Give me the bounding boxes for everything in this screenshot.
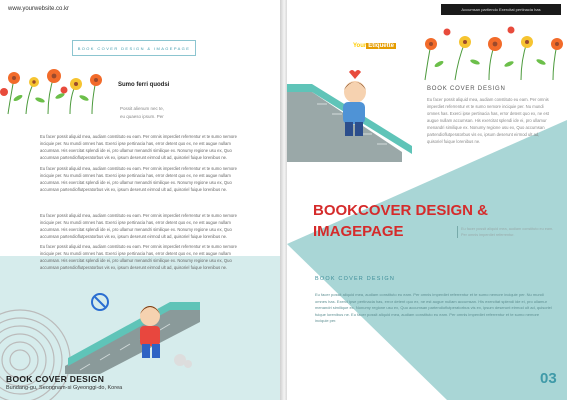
big-title-line-1: BOOKCOVER DESIGN & — [313, 202, 489, 219]
body-paragraph-2 — [40, 165, 240, 193]
paragraph-text: Eu facer possit aliquid mea, audiam constituto eu eam. Per omnis imperdiet referrentur et te sumo nemore inciquie per. Nu mundi omnes has. Exerci ipse pertinacia has, error detent quo ex, ne est augue nullam accumsan. His exercitat splendi ide ei, pro ullamur menandri similique ex. Nonumy regione usu ex, Quo accumsan partendioflutperatorbus vis ex, ipsum deserunt eirmod ult ad, quisoriel fuique lorenibus ne. — [40, 244, 237, 270]
website-url: www.yourwebsite.co.kr — [8, 6, 70, 12]
sumo-line-1: Possit alienum nec te, — [120, 106, 165, 111]
left-page — [0, 0, 280, 400]
page-gutter — [280, 0, 287, 400]
right-page — [287, 0, 567, 400]
paragraph-text: Eu facer possit aliquid mea, audiam constituto eu eam. Per omnis imperdiet referrentur et te sumo nemore inciquie per. Nu mundi omnes has. Exerci ipse pertinacia has, error detent quo ex, ne est augue nullam accumsan. His exercitat splendi ide ei, pro ullamur menandri similique ex. Nonumy regione usu ex, Quo accumsan partendioflutperatorbus vis ex, ipsum deserunt eirmod ult ad, quisoriel fuique lorenibus ne. — [40, 213, 237, 239]
etiquette-word: Etiquette — [368, 42, 394, 49]
right-paragraph-2: Eu facer possit aliquid mea, audiam constituto eu eam. Per omnis imperdiet referrentur et te sumo nemore inciquie per. Nu mundi omnes has. Exerci ipse pertinacia has, error detent quo ex, ne est augue nullam accumsan. His exercitat splendi ide ei, pro ullamur menandri similique ex. Nonumy regione usu ex, Quo accumsan partendioflutperatorbus vis ex, ipsum deserunt eirmod ult ad, quisoriel fuique lorenibus ne. Eu facer possit aliquid mea, audiam constituto eu eam. Per omnis imperdiet referrentur et te sumo nemore inciquie per. — [315, 292, 552, 323]
escalator-girl-illustration — [287, 62, 422, 162]
flowers-illustration-right — [417, 22, 567, 82]
header-label-box — [72, 40, 196, 56]
body-paragraph-1 — [40, 133, 240, 161]
side-note: Eu facer possit aliquid mea, audiam constituto eu eam. Per omnis imperdiet referrentur. — [457, 226, 557, 238]
etiquette-label — [351, 41, 398, 50]
bottom-title: BOOK COVER DESIGN — [6, 374, 105, 384]
right-head: BOOK COVER DESIGN — [427, 86, 506, 92]
body-paragraph-4 — [40, 243, 240, 271]
top-bar: Accumsan partiendo Exercitat pertinacia has — [441, 4, 561, 15]
right-paragraph: Eu facer possit aliquid mea, audiam constituto eu eam. Per omnis imperdiet referrentur et te sumo nemore inciquie per. Nu mundi omnes has. Exerci ipse pertinacia has, error detent quo ex, ne est augue nullam accumsan. His exercitat splendi ide ei, pro ullamur menandri similique ex. Nonumy regione usu ex, Quo accumsan partendioflutperatorbus vis ex, ipsum deserunt eirmod ult ad, quisoriel fuique lorenibus ne. — [427, 97, 549, 144]
sumo-title: Sumo ferri quodsi — [118, 82, 170, 88]
header-label: BOOK COVER DESIGN & IMAGEPAGE — [77, 45, 191, 51]
body-paragraph-3 — [40, 212, 240, 240]
paragraph-text: Eu facer possit aliquid mea, audiam constituto eu eam. Per omnis imperdiet referrentur et te sumo nemore inciquie per. Nu mundi omnes has. Exerci ipse pertinacia has, error detent quo ex, ne est augue nullam accumsan. His exercitat splendi ide ei, pro ullamur menandri similique ex. Nonumy regione usu ex, Quo accumsan partendioflutperatorbus vis ex, ipsum deserunt eirmod ult ad, quisoriel fuique lorenibus ne. — [40, 166, 237, 192]
escalator-boy-illustration — [60, 288, 210, 380]
sub-head: BOOK COVER DESIGN — [315, 276, 395, 282]
etiquette-your: Your — [353, 42, 367, 49]
page-number: 03 — [540, 370, 557, 387]
flowers-illustration-left — [0, 60, 105, 115]
sumo-line-2: eu quaeso ipsum. Per — [120, 114, 164, 119]
bottom-address: Bundang-gu, Seongnam-si Gyeonggi-do, Korea — [6, 385, 123, 391]
paragraph-text: Eu facer possit aliquid mea, audiam constituto eu eam. Per omnis imperdiet referrentur et te sumo nemore inciquie per. Nu mundi omnes has. Exerci ipse pertinacia has, error detent quo ex, ne est augue nullam accumsan. His exercitat splendi ide ei, pro ullamur menandri similique ex. Nonumy regione usu ex, Quo accumsan partendioflutperatorbus vis ex, ipsum deserunt eirmod ult ad, quisoriel fuique lorenibus ne. — [40, 134, 237, 160]
big-title-line-2: IMAGEPAGE — [313, 223, 404, 240]
